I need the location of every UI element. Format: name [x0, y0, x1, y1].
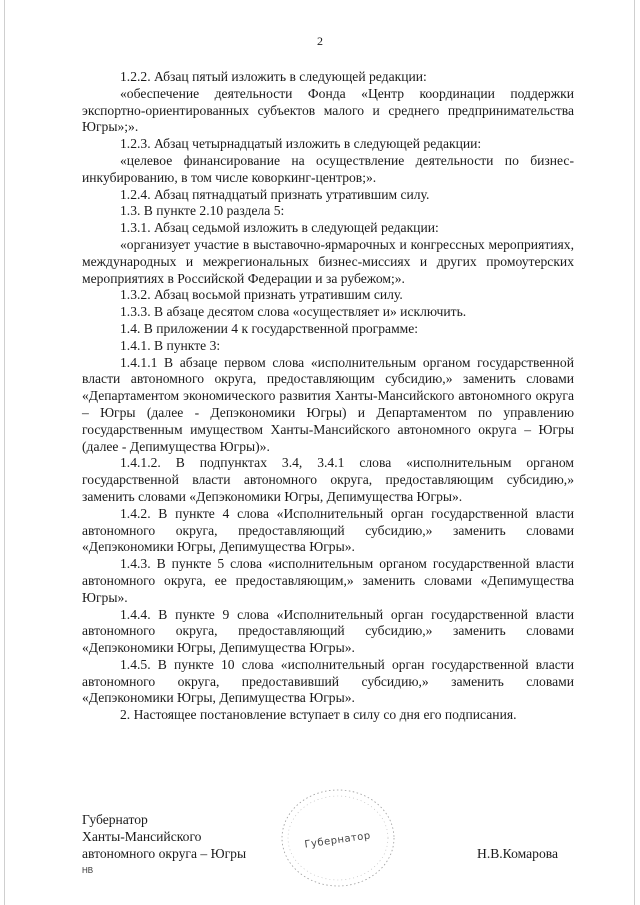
document-body	[82, 69, 574, 724]
paragraph-1-4-1: 1.4.1. В пункте 3:	[120, 337, 221, 353]
paragraph-1-4-5: 1.4.5. В пункте 10 слова «исполнительный орган государственной власти автономного округа, предоставивший субсидию,» заменить словами «Депэкономики Югры, Депимущества Югры».	[82, 656, 574, 706]
right-scan-edge	[634, 0, 635, 905]
paragraph-1-3-2: 1.3.2. Абзац восьмой признать утратившим силу.	[120, 287, 403, 303]
signatory-title-line-1: Губернатор	[82, 812, 148, 827]
paragraph-quote-financing: «целевое финансирование на осуществление деятельности по бизнес-инкубированию, в том числе коворкинг-центров;».	[82, 152, 574, 185]
signatory-title	[82, 811, 246, 862]
paragraph-1-2-2: 1.2.2. Абзац пятый изложить в следующей редакции:	[120, 69, 427, 84]
paragraph-1-4-1-1: 1.4.1.1 В абзаце первом слова «исполнительным органом государственной власти автономного округа, предоставляющим субсидию,» заменить словами «Департаментом экономического развития Ханты-Мансийского автономного округа – Югры (далее - Депэкономики Югры) и Департаментом по управлению государственным имуществом Ханты-Мансийского автономного округа – Югры (далее - Депимущества Югры)».	[82, 354, 574, 454]
paragraph-1-4: 1.4. В приложении 4 к государственной программе:	[120, 320, 419, 336]
signatory-title-line-3: автономного округа – Югры	[82, 846, 247, 861]
executor-initials: НВ	[82, 866, 94, 875]
paragraph-1-4-3: 1.4.3. В пункте 5 слова «исполнительным органом государственной власти автономного округа, ее предоставляющим,» заменить словами «Депимущества Югры».	[82, 556, 574, 605]
official-stamp	[278, 786, 398, 890]
paragraph-1-4-1-2: 1.4.1.2. В подпунктах 3.4, 3.4.1 слова «исполнительным органом государственной власти автономного округа, предоставляющим субсидию,» заменить словами «Депэкономики Югры, Депимущества Югры».	[82, 455, 574, 504]
paragraph-1-3-3: 1.3.3. В абзаце десятом слова «осуществляет и» исключить.	[120, 304, 467, 320]
paragraph-quote-fund: «обеспечение деятельности Фонда «Центр координации поддержки экспортно-ориентированных субъектов малого и среднего предпринимательства Югры»;».	[82, 85, 574, 135]
paragraph-1-3: 1.3. В пункте 2.10 раздела 5:	[120, 203, 285, 219]
paragraph-quote-exhibitions: «организует участие в выставочно-ярмарочных и конгрессных мероприятиях, международных и межрегиональных бизнес-миссиях и других промоутерских мероприятиях в Российской Федерации и за рубежом;».	[82, 236, 574, 286]
signatory-title-line-2: Ханты-Мансийского	[82, 829, 202, 844]
paragraph-2: 2. Настоящее постановление вступает в силу со дня его подписания.	[120, 707, 517, 723]
paragraph-1-2-4: 1.2.4. Абзац пятнадцатый признать утратившим силу.	[120, 186, 430, 202]
stamp-text: Губернатор	[303, 830, 372, 851]
paragraph-1-3-1: 1.3.1. Абзац седьмой изложить в следующей редакции:	[120, 220, 439, 236]
left-scan-edge	[4, 0, 5, 905]
page-number: 2	[317, 34, 323, 48]
paragraph-1-2-3: 1.2.3. Абзац четырнадцатый изложить в следующей редакции:	[120, 136, 482, 152]
paragraph-1-4-2: 1.4.2. В пункте 4 слова «Исполнительный орган государственной власти автономного округа, предоставляющий субсидию,» заменить словами «Депэкономики Югры, Депимущества Югры».	[82, 505, 574, 555]
paragraph-1-4-4: 1.4.4. В пункте 9 слова «Исполнительный орган государственной власти автономного округа, предоставляющий субсидию,» заменить словами «Депэкономики Югры, Депимущества Югры».	[82, 606, 574, 656]
signatory-name: Н.В.Комарова	[477, 846, 559, 861]
